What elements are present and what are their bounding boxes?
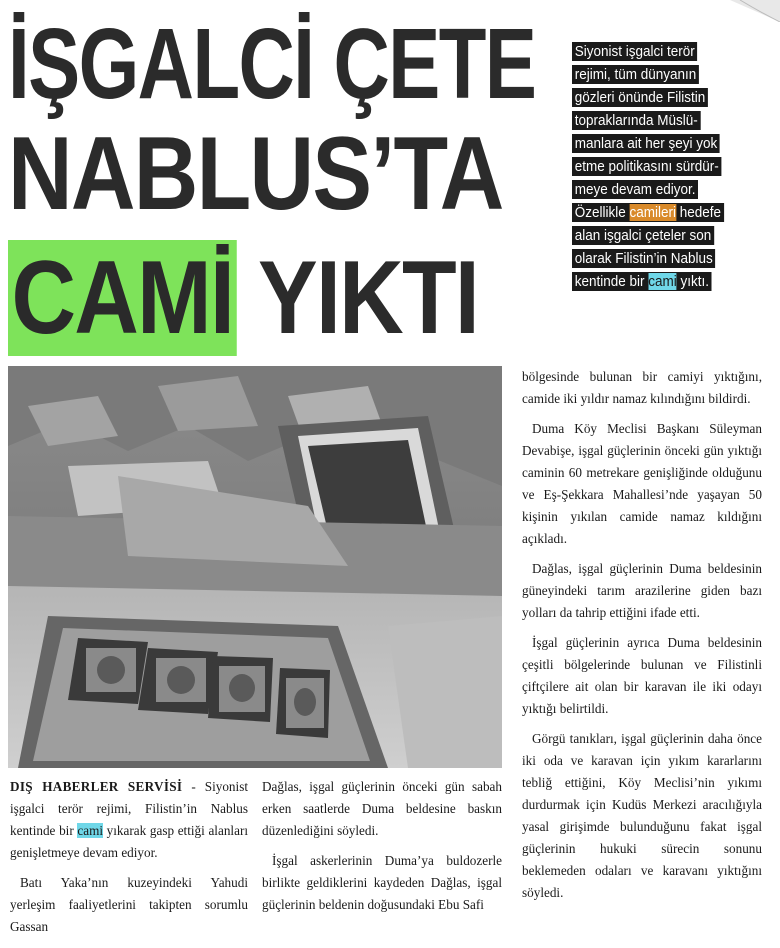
paragraph: İşgal güçlerinin ayrıca Duma beldesinin çeşitli bölgelerinde bulunan ve Filistinli çiftçilere ait olan bir karavan ile iki odayı yıktığı belirtildi. xyxy=(522,635,762,716)
article-column-3 xyxy=(522,366,762,912)
lead-line: gözleri önünde Filistin xyxy=(572,88,708,107)
lead-line xyxy=(572,203,724,222)
lead-line xyxy=(572,272,712,291)
photo-illustration xyxy=(8,366,502,768)
paragraph: Batı Yaka’nın kuzeyindeki Yahudi yerleşim faaliyetlerini takipten sorumlu Gassan xyxy=(10,875,248,934)
lead-line: alan işgalci çeteler son xyxy=(572,226,714,245)
byline: DIŞ HABERLER SERVİSİ xyxy=(10,779,183,794)
paragraph: İşgal askerlerinin Duma’ya buldozerle birlikte geldiklerini kaydeden Dağlas, işgal güçlerinin beldenin doğusundaki Ebu Safi xyxy=(262,853,502,912)
lead-line: manlara ait her şeyi yok xyxy=(572,134,720,153)
lead-text: kentinde bir xyxy=(574,273,645,290)
paragraph-lede xyxy=(10,776,248,864)
paragraph-text: yıkarak gasp ettiği alanları genişletmeye devam ediyor. xyxy=(10,823,248,860)
article-column-1 xyxy=(10,776,248,946)
paragraph: Dağlas, işgal güçlerinin önceki gün sabah erken saatlerde Duma beldesine baskın düzenlediğini söyledi. xyxy=(262,779,502,838)
headline-line-3-rest: YIKTI xyxy=(258,240,479,356)
article-column-2 xyxy=(262,776,502,924)
paragraph-text: - Siyonist işgalci terör rejimi, Filistin’in Nablus kentinde bir xyxy=(10,779,248,838)
highlight-cami: cami xyxy=(77,823,104,838)
paragraph: Duma Köy Meclisi Başkanı Süleyman Devabişe, işgal güçlerinin önceki gün yıktığı caminin 60 metrekare genişliğinde olduğunu ve Eş-Şekkara Mahallesi’nde yaşayan 50 kişinin yıkılan camide namaz kıldığını açıkladı. xyxy=(522,421,762,546)
paragraph: Dağlas, işgal güçlerinin Duma beldesinin güneyindeki tarım arazilerine giden bazı yolları da tahrip ettiğini ifade etti. xyxy=(522,561,762,620)
page-curl-corner xyxy=(730,0,780,22)
article-photo-rubble-qurans xyxy=(8,366,502,768)
lead-text: yıktı. xyxy=(680,273,710,290)
paragraph: Görgü tanıkları, işgal güçlerinin daha önce iki oda ve karavan için yıkım kararlarını tebliğ ettiğini, Köy Meclisi’nin yıkımı durdurmak için Kudüs Merkezi aracılığıyla yasal girişimde bulunduğunu fakat işgal güçlerinin hukuki sürecin sonunu beklemeden odaları ve karavanı yıktığını söyledi. xyxy=(522,731,762,900)
lead-line: Siyonist işgalci terör xyxy=(572,42,697,61)
lead-line: meye devam ediyor. xyxy=(572,180,698,199)
lead-line: etme politikasını sürdür- xyxy=(572,157,721,176)
lead-line: olarak Filistin’in Nablus xyxy=(572,249,715,268)
lead-highlight-camileri: camileri xyxy=(629,204,676,221)
lead-text: Özellikle xyxy=(574,204,626,221)
lead-line: rejimi, tüm dünyanın xyxy=(572,65,699,84)
headline-line-3 xyxy=(8,240,479,356)
lead-text: hedefe xyxy=(679,204,722,221)
lead-summary xyxy=(572,40,725,293)
headline-line-1: İŞGALCİ ÇETE xyxy=(8,8,536,120)
headline-line-2: NABLUS’TA xyxy=(8,116,503,232)
lead-line: topraklarında Müslü- xyxy=(572,111,700,130)
lead-highlight-cami: cami xyxy=(648,273,677,290)
paragraph: bölgesinde bulunan bir camiyi yıktığını, camide iki yıldır namaz kılındığını bildirdi. xyxy=(522,369,762,406)
headline-highlight-cami: CAMİ xyxy=(8,240,237,356)
